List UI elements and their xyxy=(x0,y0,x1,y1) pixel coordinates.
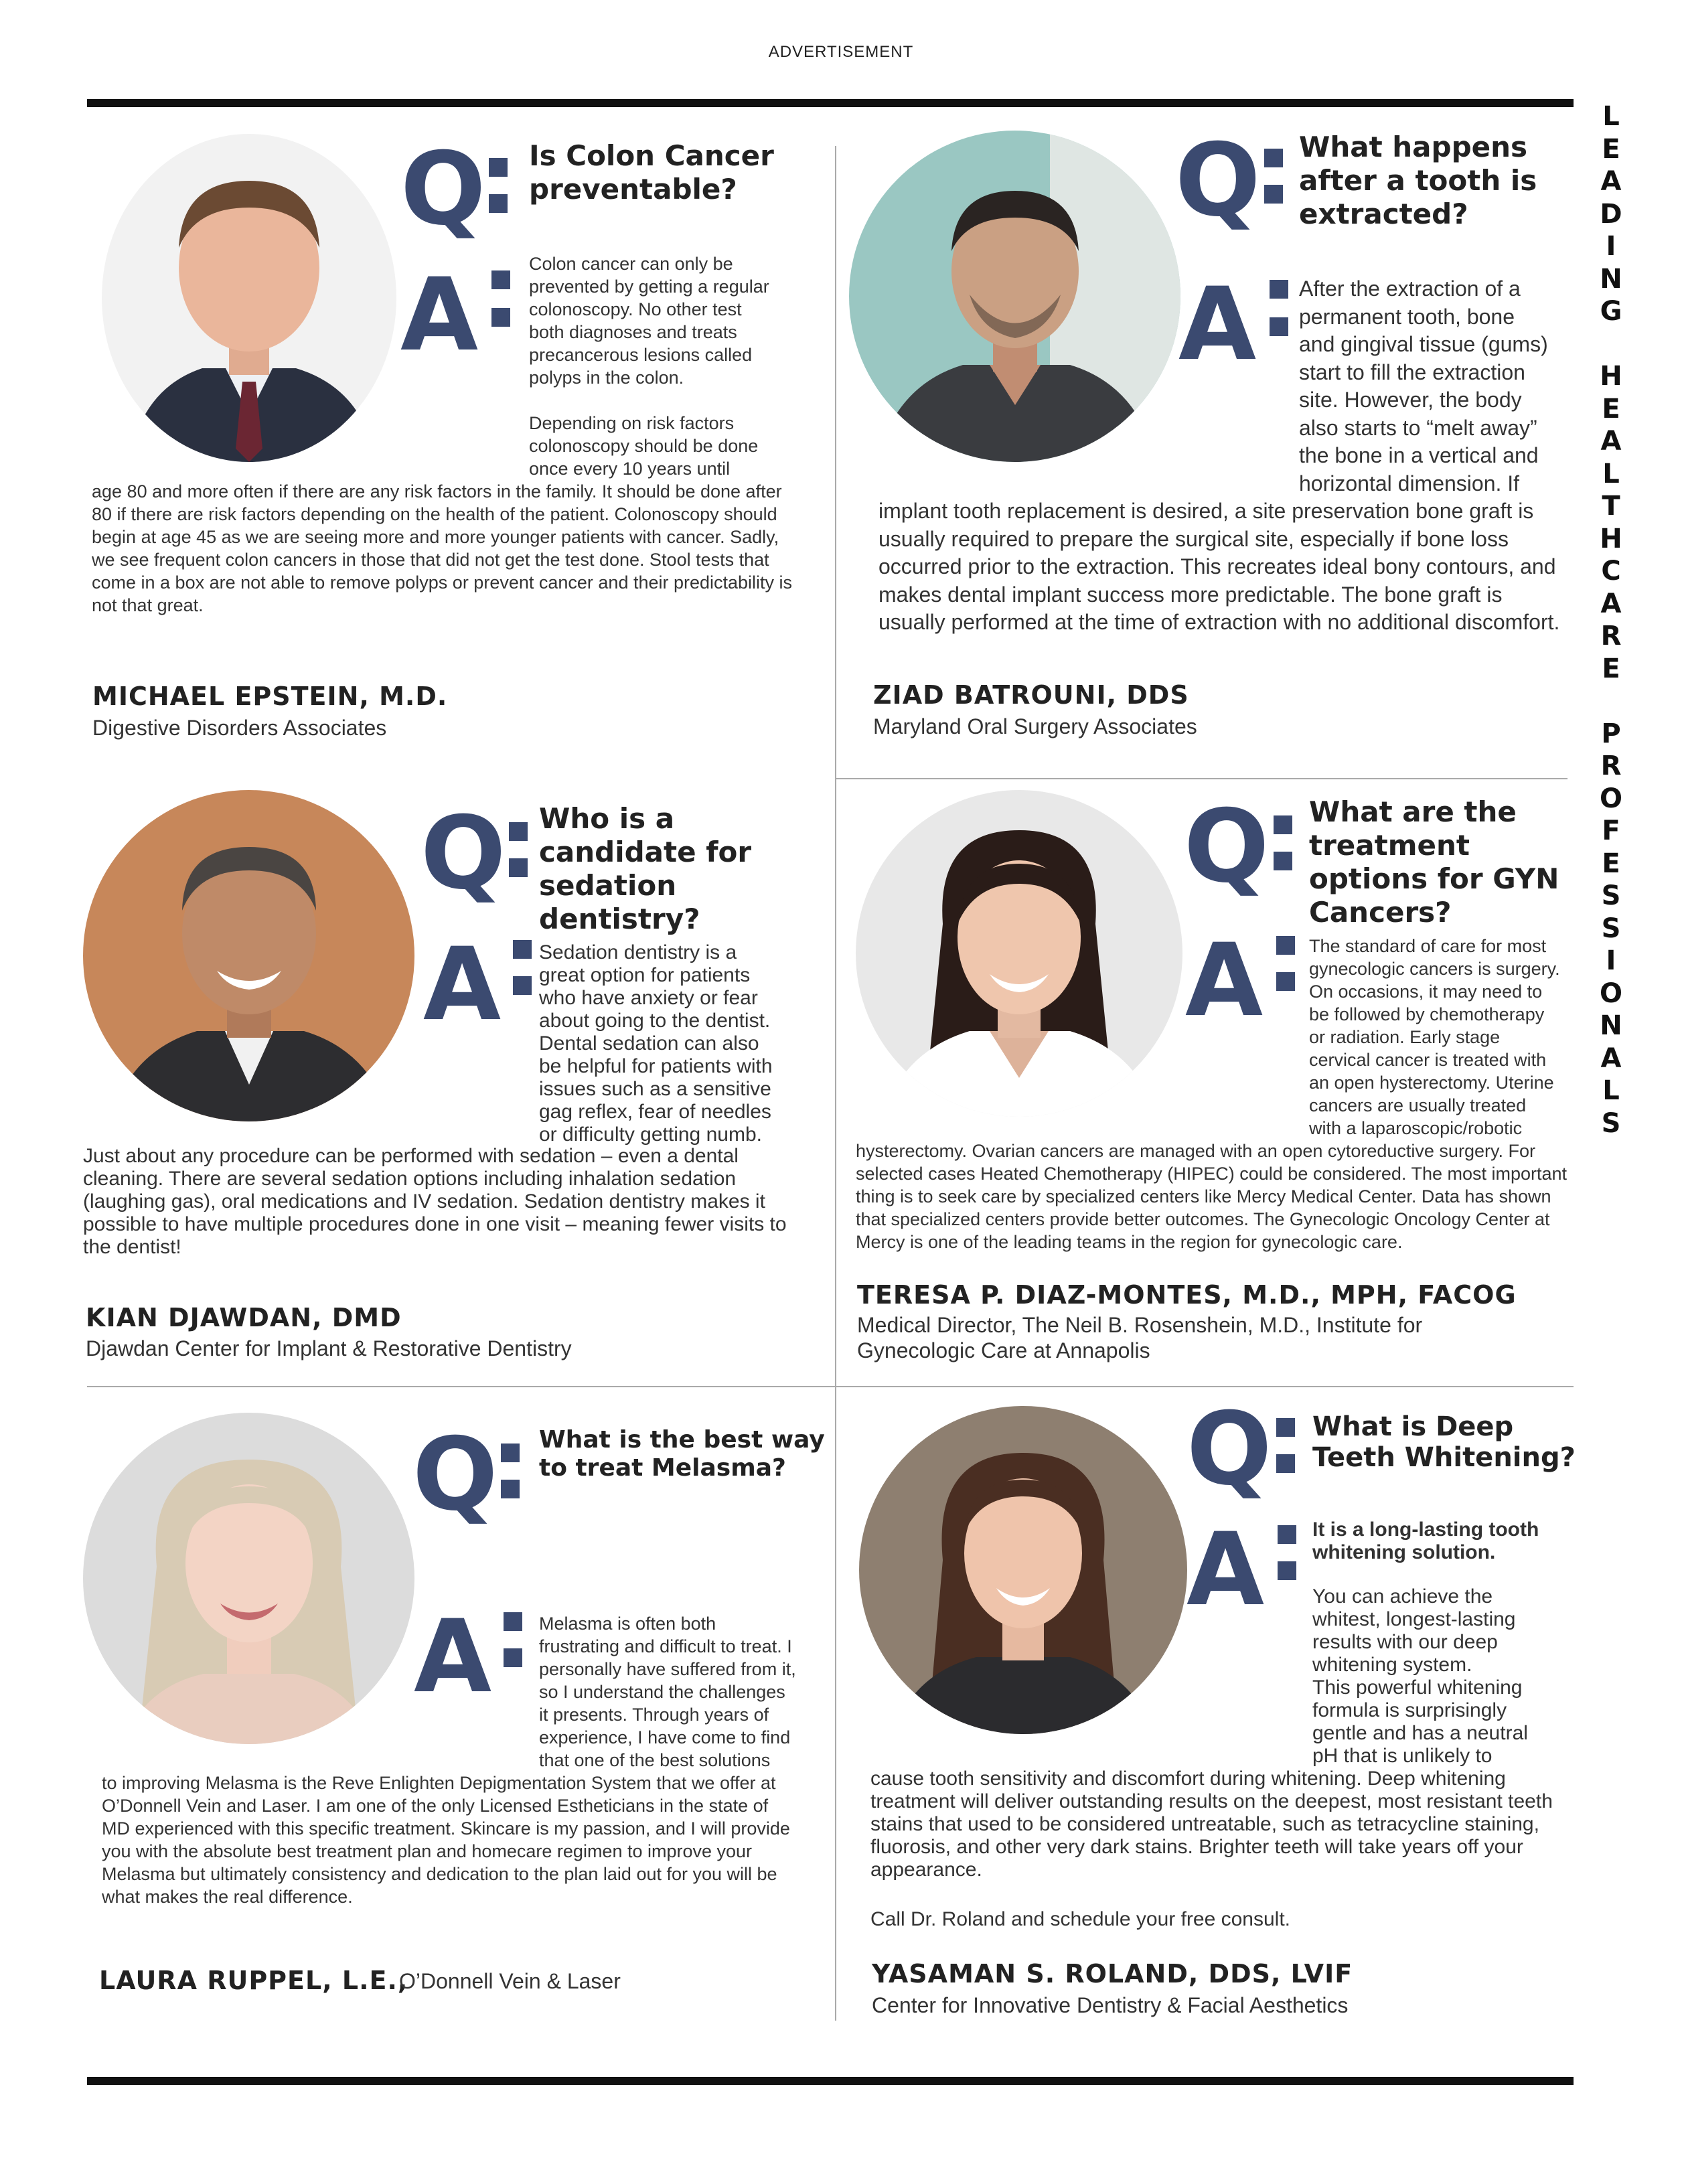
sidebar-letter: R xyxy=(1600,751,1622,781)
answer-line: be followed by chemotherapy xyxy=(1309,1004,1545,1024)
answer-letter: A xyxy=(1187,1512,1262,1628)
sidebar-letter: N xyxy=(1600,263,1622,295)
sidebar-letter: I xyxy=(1606,945,1616,976)
answer-line: experience, I have come to find xyxy=(539,1727,791,1747)
answer-line: polyps in the colon. xyxy=(529,368,684,388)
answer-line: start to fill the extraction xyxy=(1299,360,1525,384)
question-title: Is Colon Cancer preventable? xyxy=(529,139,774,206)
portrait-photo xyxy=(83,790,414,1121)
colon-dot xyxy=(489,194,508,213)
sidebar-letter: E xyxy=(1602,848,1620,879)
question-letter: Q xyxy=(1187,1391,1270,1508)
sidebar-letter: S xyxy=(1601,880,1621,911)
answer-line: it presents. Through years of xyxy=(539,1705,769,1725)
sidebar-letter: H xyxy=(1600,523,1622,554)
answer-line xyxy=(529,389,830,412)
sidebar-title xyxy=(1579,100,1643,1139)
answer-line: site. However, the body xyxy=(1299,388,1522,412)
answer-line: the bone in a vertical and xyxy=(1299,443,1539,467)
answer-intro xyxy=(1312,1585,1574,1768)
colon-dot xyxy=(513,976,532,995)
answer-line: with a laparoscopic/robotic xyxy=(1309,1118,1523,1138)
answer-line: about going to the dentist. xyxy=(539,1010,771,1032)
colon-dot xyxy=(501,1480,520,1498)
question-letter: Q xyxy=(412,1417,495,1533)
answer-line: precancerous lesions called xyxy=(529,345,753,365)
colon-dot xyxy=(501,1444,520,1462)
answer-line: The standard of care for most xyxy=(1309,936,1547,956)
portrait-photo xyxy=(83,1413,414,1744)
sidebar-letter: I xyxy=(1606,231,1616,262)
question-letter: Q xyxy=(1184,789,1267,905)
sidebar-letter: L xyxy=(1602,101,1620,132)
answer-line: prevented by getting a regular xyxy=(529,277,769,297)
answer-line: an open hysterectomy. Uterine xyxy=(1309,1073,1554,1093)
answer-line: so I understand the challenges xyxy=(539,1682,785,1702)
question-letter: Q xyxy=(420,795,504,912)
colon-dot xyxy=(1276,1454,1295,1473)
row-divider-2 xyxy=(87,1386,1574,1387)
answer-line: horizontal dimension. If xyxy=(1299,471,1520,495)
sidebar-letter: P xyxy=(1601,718,1621,749)
sidebar-letter: O xyxy=(1599,978,1622,1009)
colon-dot xyxy=(491,308,510,327)
answer-line: gynecologic cancers is surgery. xyxy=(1309,959,1560,979)
sidebar-letter: E xyxy=(1602,653,1620,684)
colon-dot xyxy=(504,1612,522,1631)
answer-letter: A xyxy=(1185,923,1261,1039)
answer-line: After the extraction of a xyxy=(1299,277,1521,301)
question-title: What are the treatment options for GYN Cancers? xyxy=(1309,795,1559,929)
colon-dot xyxy=(1276,972,1295,991)
answer-line: This powerful whitening xyxy=(1312,1676,1523,1699)
answer-lead: It is a long-lasting tooth whitening solution. xyxy=(1312,1518,1539,1563)
answer-line: results with our deep xyxy=(1312,1631,1498,1653)
question-title: Who is a candidate for sedation dentistry? xyxy=(539,802,752,935)
answer-letter: A xyxy=(400,257,476,374)
doctor-name: ZIAD BATROUNI, DDS xyxy=(873,680,1189,710)
sidebar-letter: F xyxy=(1602,815,1620,846)
sidebar-letter: A xyxy=(1600,588,1622,619)
sidebar-letter: T xyxy=(1602,491,1620,522)
doctor-affiliation: Medical Director, The Neil B. Rosenshein, M.D., Institute for Gynecologic Care at Annapolis xyxy=(857,1313,1423,1362)
portrait-illustration xyxy=(859,1406,1187,1734)
colon-dot xyxy=(513,940,532,959)
colon-dot xyxy=(491,270,510,289)
sidebar-letter: E xyxy=(1602,133,1620,165)
sidebar-letter: L xyxy=(1602,458,1620,489)
sidebar-letter: R xyxy=(1600,621,1622,651)
top-rule xyxy=(87,99,1574,107)
colon-dot xyxy=(1276,936,1295,955)
answer-body: implant tooth replacement is desired, a site preservation bone graft is usually required to prepare the surgical site, especially if bone loss occurred prior to the extraction. This recreates ideal bony contours, and makes dental implant success more predictable. The bone graft is usually performed at the time of extraction with no additional discomfort. xyxy=(878,499,1560,634)
doctor-name: TERESA P. DIAZ-MONTES, M.D., MPH, FACOG xyxy=(857,1280,1517,1310)
portrait-illustration xyxy=(849,131,1180,462)
sidebar-letter xyxy=(1606,685,1616,718)
portrait-photo xyxy=(859,1406,1187,1734)
answer-line: who have anxiety or fear xyxy=(539,987,758,1009)
sidebar-letter: G xyxy=(1600,296,1622,327)
sidebar-letter: O xyxy=(1599,783,1622,814)
answer-line: colonoscopy should be done xyxy=(529,436,759,456)
answer-intro xyxy=(539,1612,834,1772)
doctor-name: KIAN DJAWDAN, DMD xyxy=(86,1303,402,1332)
colon-dot xyxy=(509,858,528,877)
answer-line: whitening system. xyxy=(1312,1654,1472,1676)
colon-dot xyxy=(1278,1561,1296,1580)
answer-line: Sedation dentistry is a xyxy=(539,941,737,963)
doctor-affiliation: Digestive Disorders Associates xyxy=(92,716,387,740)
portrait-photo xyxy=(102,134,396,462)
sidebar-letter: D xyxy=(1600,198,1622,230)
answer-line: once every 10 years until xyxy=(529,459,731,479)
answer-body: Just about any procedure can be performed with sedation – even a dental cleaning. There are several sedation options including inhalation sedation (laughing gas), oral medications and IV sedation. Sedation dentistry makes it possible to have multiple procedures done in one visit – meaning fewer visits to the dentist! xyxy=(83,1145,787,1258)
answer-line: On occasions, it may need to xyxy=(1309,982,1543,1002)
question-title: What is the best way to treat Melasma? xyxy=(539,1426,825,1482)
question-title: What is Deep Teeth Whitening? xyxy=(1312,1411,1576,1473)
answer-line: cervical cancer is treated with xyxy=(1309,1050,1547,1070)
answer-line: permanent tooth, bone xyxy=(1299,304,1515,329)
portrait-photo xyxy=(849,131,1180,462)
colon-dot xyxy=(509,822,528,841)
doctor-affiliation: O’Donnell Vein & Laser xyxy=(399,1969,621,1993)
doctor-affiliation: Maryland Oral Surgery Associates xyxy=(873,714,1197,738)
answer-letter: A xyxy=(414,1599,489,1715)
answer-line: Dental sedation can also xyxy=(539,1032,759,1055)
sidebar-letter xyxy=(1606,328,1616,361)
colon-dot xyxy=(489,158,508,177)
doctor-affiliation: Djawdan Center for Implant & Restorative Dentistry xyxy=(86,1336,572,1360)
sidebar-letter: E xyxy=(1602,393,1620,424)
sidebar-letter: A xyxy=(1600,166,1622,197)
sidebar-letter: N xyxy=(1600,1010,1622,1041)
answer-line: pH that is unlikely to xyxy=(1312,1745,1493,1767)
answer-line: formula is surprisingly xyxy=(1312,1699,1507,1721)
sidebar-letter: C xyxy=(1601,556,1621,587)
doctor-name: MICHAEL EPSTEIN, M.D. xyxy=(92,682,448,711)
answer-body: to improving Melasma is the Reve Enlighten Depigmentation System that we offer at O’Donnell Vein and Laser. I am one of the only Licensed Estheticians in the state of MD experienced with this specific treatment. Skincare is my passion, and I will provide you with the absolute best treatment plan and homecare regimen to improve your Melasma but ultimately consistency and dedication to the plan laid out for you will be what makes the real difference. xyxy=(102,1773,790,1907)
colon-dot xyxy=(1274,815,1292,834)
colon-dot xyxy=(1278,1525,1296,1544)
answer-letter: A xyxy=(1178,266,1254,383)
answer-line: Colon cancer can only be xyxy=(529,254,733,274)
colon-dot xyxy=(1264,149,1283,167)
answer-line: also starts to “melt away” xyxy=(1299,415,1537,440)
advertisement-label: ADVERTISEMENT xyxy=(768,43,914,61)
doctor-affiliation: Center for Innovative Dentistry & Facial Aesthetics xyxy=(872,1993,1349,2017)
question-letter: Q xyxy=(400,131,483,248)
colon-dot xyxy=(504,1648,522,1667)
answer-line: You can achieve the xyxy=(1312,1585,1493,1608)
sidebar-letter: H xyxy=(1600,361,1622,392)
answer-intro xyxy=(529,252,830,480)
colon-dot xyxy=(1274,852,1292,870)
portrait-illustration xyxy=(83,790,414,1121)
row-divider-1 xyxy=(836,778,1568,779)
answer-line: both diagnoses and treats xyxy=(529,322,737,342)
answer-line: frustrating and difficult to treat. I xyxy=(539,1636,792,1656)
colon-dot xyxy=(1270,317,1288,336)
answer-line: whitest, longest-lasting xyxy=(1312,1608,1516,1630)
answer-body: hysterectomy. Ovarian cancers are managed with an open cytoreductive surgery. For selected cases Heated Chemotherapy (HIPEC) could be considered. The most important thing is to seek care by specialized centers like Mercy Medical Center. Data has shown that specialized centers provide better outcomes. The Gynecologic Oncology Center at Mercy is one of the leading teams in the region for gynecologic care. xyxy=(856,1141,1568,1252)
colon-dot xyxy=(1276,1418,1295,1437)
portrait-illustration xyxy=(83,1413,414,1744)
answer-intro xyxy=(539,941,834,1146)
column-divider xyxy=(835,146,836,2021)
doctor-name: YASAMAN S. ROLAND, DDS, LVIF xyxy=(872,1959,1353,1988)
answer-line: and gingival tissue (gums) xyxy=(1299,332,1548,356)
sidebar-letter: A xyxy=(1600,426,1622,457)
sidebar-letter: A xyxy=(1600,1042,1622,1074)
portrait-illustration xyxy=(102,134,396,462)
doctor-name: LAURA RUPPEL, L.E., xyxy=(99,1966,408,1995)
answer-line: gag reflex, fear of needles xyxy=(539,1101,771,1123)
portrait-illustration xyxy=(856,790,1182,1117)
answer-intro xyxy=(1309,935,1577,1140)
answer-letter: A xyxy=(423,927,499,1043)
sidebar-letter: S xyxy=(1601,1107,1621,1139)
colon-dot xyxy=(1264,185,1283,204)
answer-line: colonoscopy. No other test xyxy=(529,299,742,319)
colon-dot xyxy=(1270,280,1288,299)
answer-line: personally have suffered from it, xyxy=(539,1659,796,1679)
answer-line: great option for patients xyxy=(539,964,751,986)
answer-line: that one of the best solutions xyxy=(539,1750,771,1770)
answer-line: be helpful for patients with xyxy=(539,1055,773,1077)
answer-line: or radiation. Early stage xyxy=(1309,1027,1501,1047)
portrait-photo xyxy=(856,790,1182,1117)
answer-intro xyxy=(1299,275,1580,497)
sidebar-letter: L xyxy=(1602,1075,1620,1106)
answer-line: Depending on risk factors xyxy=(529,413,735,433)
sidebar-letter: S xyxy=(1601,913,1621,944)
answer-line: issues such as a sensitive xyxy=(539,1078,771,1100)
answer-line: gentle and has a neutral xyxy=(1312,1722,1528,1744)
answer-body: cause tooth sensitivity and discomfort during whitening. Deep whitening treatment will deliver outstanding results on the deepest, most resistant teeth stains that used to be considered untreatable, such as tetracycline staining, fluorosis, and other very dark stains. Brighter teeth will take years off your appearance. xyxy=(870,1768,1553,1881)
answer-line: cancers are usually treated xyxy=(1309,1095,1527,1115)
answer-line: or difficulty getting numb. xyxy=(539,1123,762,1146)
answer-body: age 80 and more often if there are any risk factors in the family. It should be done after 80 if there are risk factors depending on the health of the patient. Colonoscopy should begin at age 45 as we are seeing more and more younger patients with cancer. Sadly, we see frequent colon cancers in those that did not get the test done. Stool tests that come in a box are not able to remove polyps or prevent cancer and their predictability is not that great. xyxy=(92,481,793,615)
answer-cta: Call Dr. Roland and schedule your free consult. xyxy=(870,1908,1291,1930)
question-letter: Q xyxy=(1175,123,1258,239)
question-title: What happens after a tooth is extracted? xyxy=(1299,131,1537,230)
bottom-rule xyxy=(87,2077,1574,2085)
answer-line: Melasma is often both xyxy=(539,1614,716,1634)
